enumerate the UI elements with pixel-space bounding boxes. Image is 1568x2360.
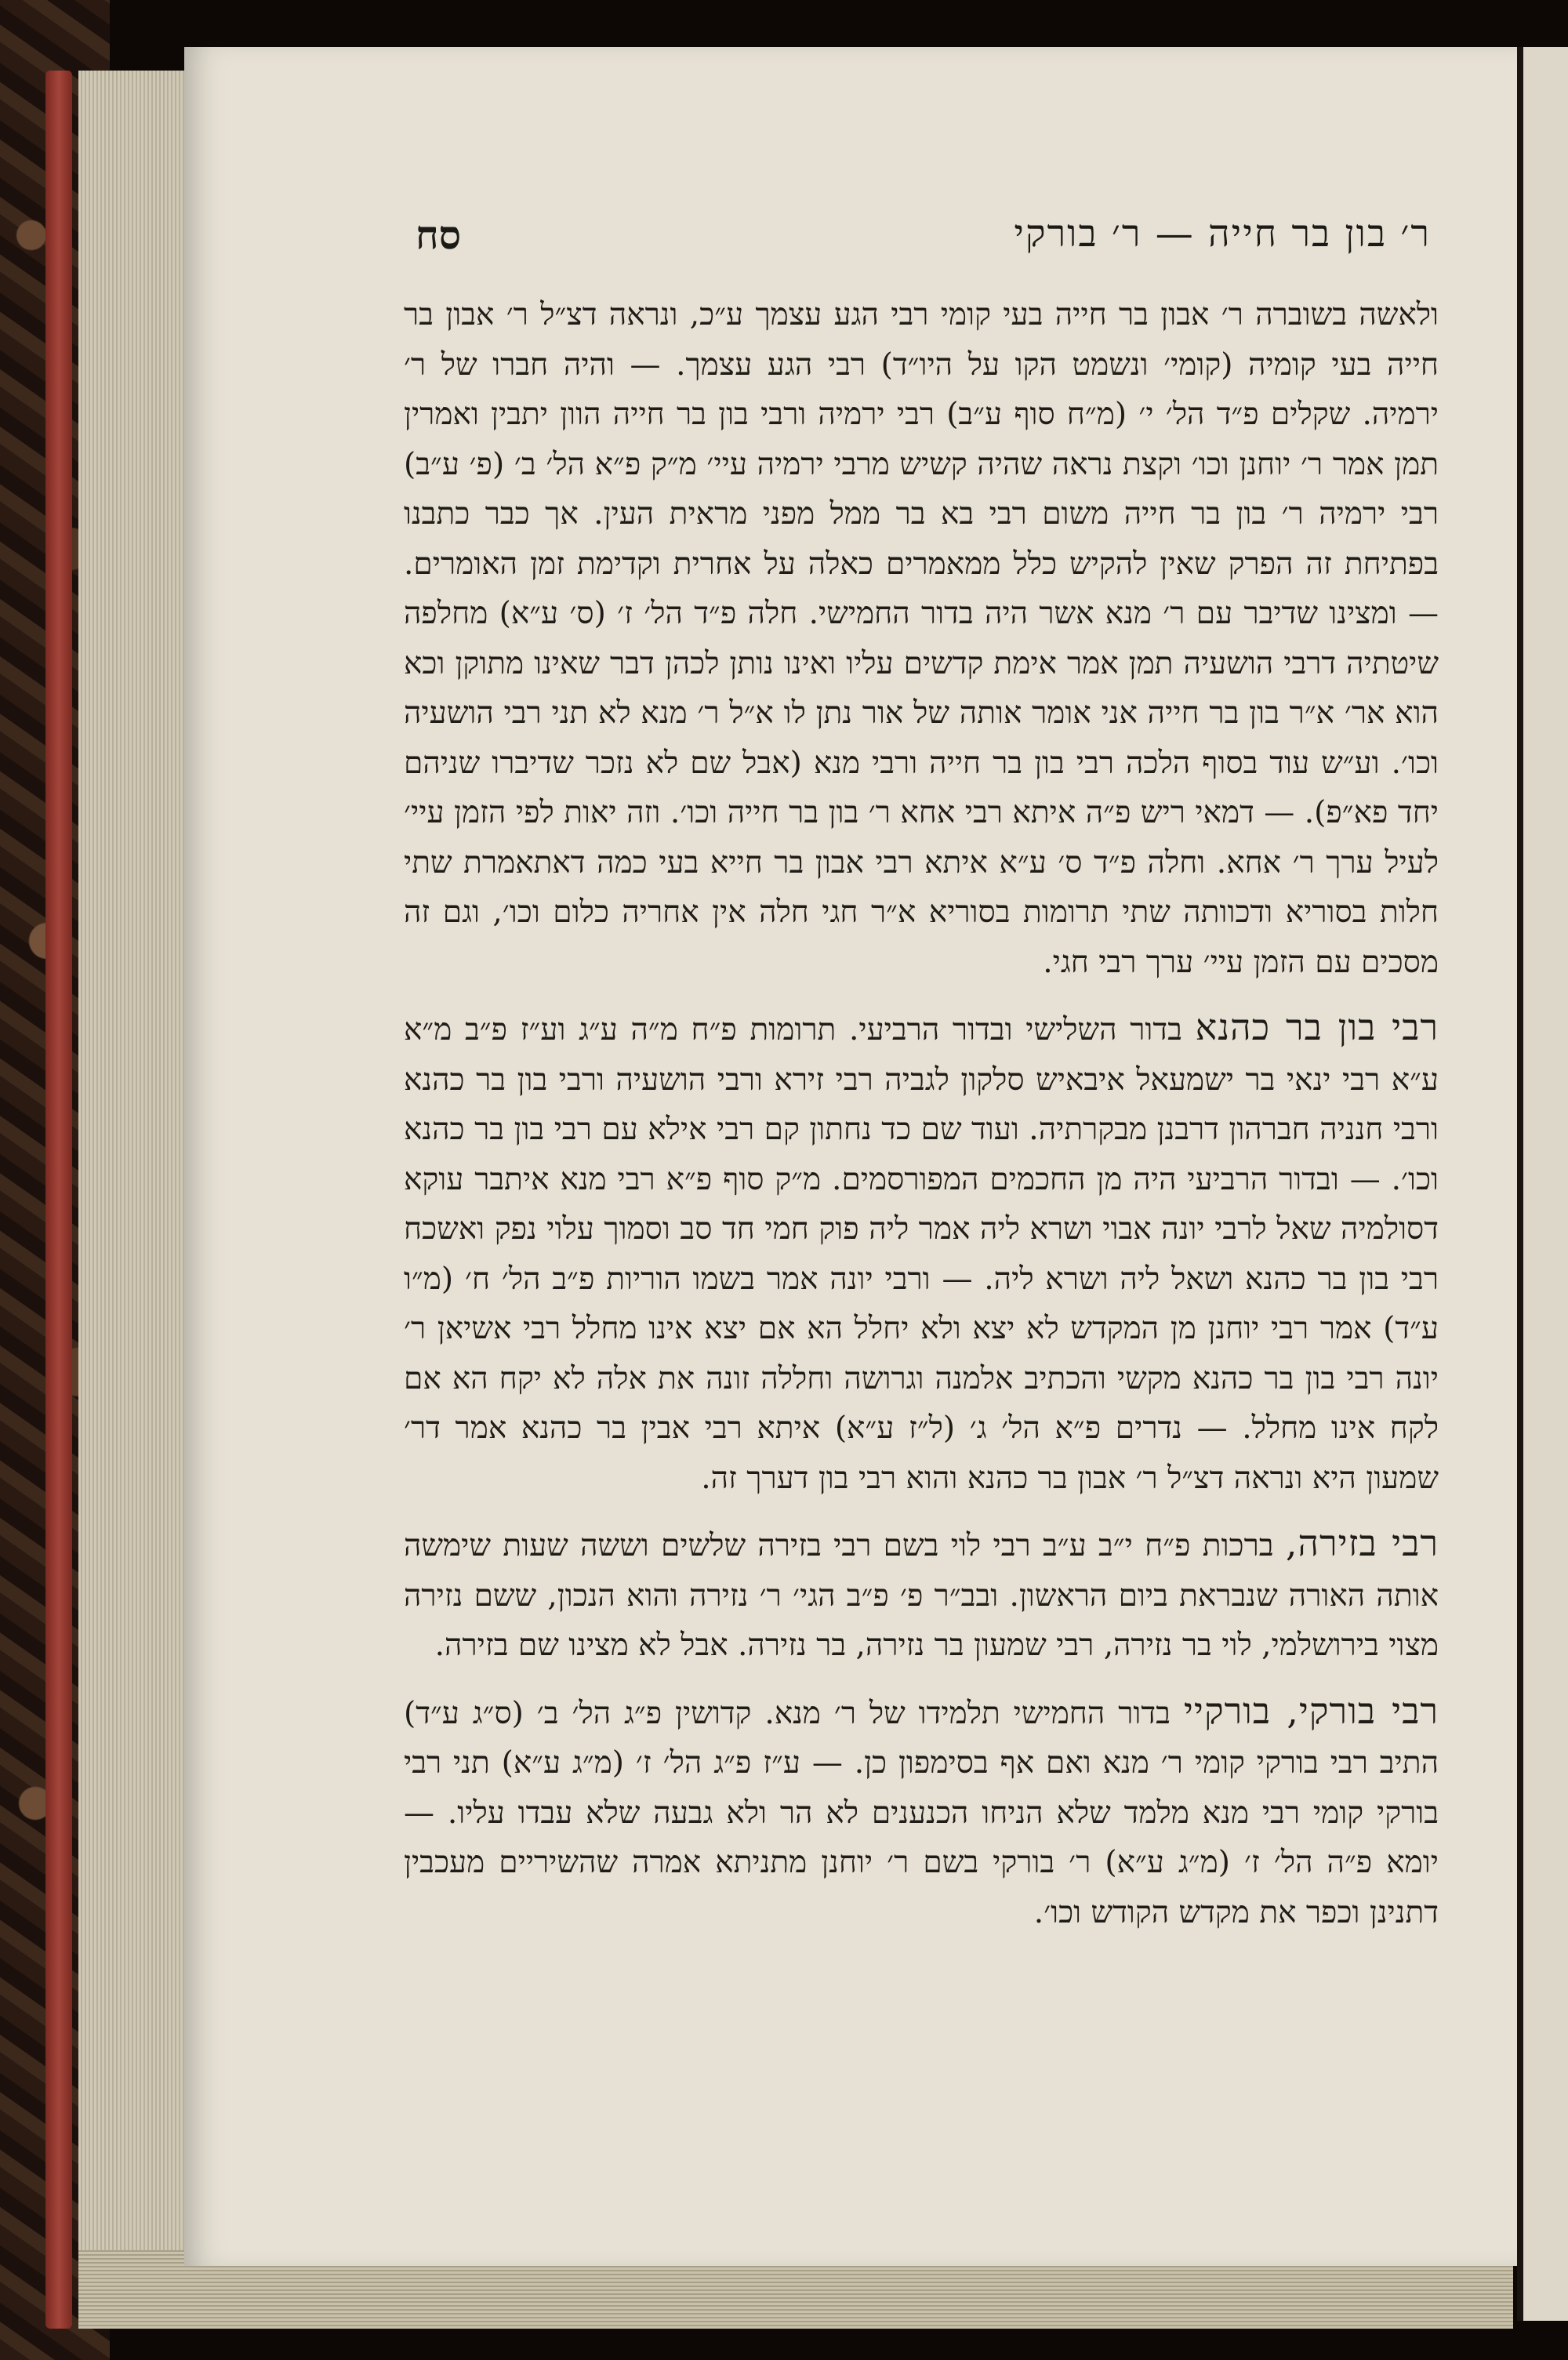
paragraph-text: בדור החמישי תלמידו של ר׳ מנא. קדושין פ״ג הל׳ ב׳ (ס״ג ע״ד) התיב רבי בורקי קומי ר׳ מנא ואם אף בסימפון כן. — ע״ז פ״ג הל׳ ז׳ (מ״ג ע״א) תני רבי בורקי קומי רבי מנא מלמד שלא הניחו הכנענים לא הר ולא גבעה שלא עבדו עליו. — יומא פ״ה הל׳ ז׳ (מ״ג ע״א) ר׳ בורקי בשם ר׳ יוחנן מתניתא אמרה שהשיריים מעכבין דתנינן וכפר את מקדש הקודש וכו׳. xyxy=(404,1695,1439,1930)
paragraph xyxy=(404,1686,1439,1938)
paragraph-text: ולאשה בשוברה ר׳ אבון בר חייה בעי קומי רבי הגע עצמך ע״כ, ונראה דצ״ל ר׳ אבון בר חייה בעי קומיה (קומי׳ ונשמט הקו על היו״ד) רבי הגע עצמך. — והיה חברו של ר׳ ירמיה. שקלים פ״ד הל׳ י׳ (מ״ח סוף ע״ב) רבי ירמיה ורבי בון בר חייה הוון יתבין ואמרין תמן אמר ר׳ יוחנן וכו׳ וקצת נראה שהיה קשיש מרבי ירמיה עיי׳ מ״ק פ״א הל׳ ב׳ (פ׳ ע״ב) רבי ירמיה ר׳ בון בר חייה משום רבי בא בר ממל מפני מראית העין. אך כבר כתבנו בפתיחת זה הפרק שאין להקיש כלל ממאמרים כאלה על אחרית וקדימת זמן האומרים. — ומצינו שדיבר עם ר׳ מנא אשר היה בדור החמישי. חלה פ״ד הל׳ ז׳ (ס׳ ע״א) מחלפה שיטתיה דרבי הושעיה תמן אמר אימת קדשים עליו ואינו נותן לכהן דבר שאינו מתוקן וכא הוא אר׳ א״ר בון בר חייה אני אומר אותה של אור נתן לו א״ל ר׳ מנא לא תני רבי הושעיה וכו׳. וע״ש עוד בסוף הלכה רבי בון בר חייה ורבי מנא (אבל שם לא נזכר שדיברו שניהם יחד פא״פ). — דמאי ריש פ״ה איתא רבי אחא ר׳ בון בר חייה וכו׳. וזה יאות לפי הזמן עיי׳ לעיל ערך ר׳ אחא. וחלה פ״ד ס׳ ע״א איתא רבי אבון בר חייא בעי כמה דאתאמרת שתי חלות בסוריא ודכוותה שתי תרומות בסוריא א״ר חגי חלה אין אחריה כלום וכו׳, וגם זה מסכים עם הזמן עיי׳ ערך רבי חגי. xyxy=(404,297,1439,980)
paragraph xyxy=(404,290,1439,987)
paragraph-text: בדור השלישי ובדור הרביעי. תרומות פ״ח מ״ה ע״ג וע״ז פ״ב מ״א ע״א רבי ינאי בר ישמעאל איבאיש סלקון לגביה רבי זירא ורבי הושעיה ורבי בון בר כהנא ורבי חנניה חברהון דרבנן מבקרתיה. ועוד שם כד נחתון קם רבי אילא עם רבי בון בר כהנא וכו׳. — ובדור הרביעי היה מן החכמים המפורסמים. מ״ק סוף פ״א רבי מנא איתבר עוקא דסולמיה שאל לרבי יונה אבוי ושרא ליה אמר ליה פוק חמי חד סב וסמוך עלוי נפק ואשכח רבי בון בר כהנא ושאל ליה ושרא ליה. — ורבי יונה אמר בשמו הוריות פ״ב הל׳ ח׳ (מ״ו ע״ד) אמר רבי יוחנן מן המקדש לא יצא ולא יחלל הא אם יצא אינו מחלל רבי אשיאן ר׳ יונה רבי בון בר כהנא מקשי והכתיב אלמנה וגרושה וחללה זונה את אלה לא יקח הא אם לקח אינו מחלל. — נדרים פ״א הל׳ ג׳ (ל״ז ע״א) איתא רבי אבין בר כהנא אמר דר׳ שמעון היא ונראה דצ״ל ר׳ אבון בר כהנא והוא רבי בון דערך זה. xyxy=(404,1012,1439,1496)
page-number: סח xyxy=(416,212,462,258)
page-header xyxy=(416,212,1431,274)
paragraph-text: ברכות פ״ח י״ב ע״ב רבי לוי בשם רבי בזירה שלשים וששה שעות שימשה אותה האורה שנבראת ביום הראשון. ובב״ר פ׳ פ״ב הגי׳ ר׳ נזירה והוא הנכון, ששם נזירה מצוי בירושלמי, לוי בר נזירה, רבי שמעון בר נזירה, בר נזירה. אבל לא מצינו שם בזירה. xyxy=(404,1528,1439,1663)
entry-heading: רבי בורקי, בורקיי xyxy=(1183,1689,1439,1732)
running-head: ר׳ בון בר חייה — ר׳ בורקי xyxy=(1014,212,1431,256)
page-body xyxy=(404,290,1439,1937)
facing-page-sliver xyxy=(1517,47,1568,2321)
book-spine-edge xyxy=(45,71,72,2329)
page-stack-edge xyxy=(78,71,188,2329)
paragraph xyxy=(404,1003,1439,1503)
entry-heading: רבי בזירה, xyxy=(1285,1522,1439,1564)
paragraph xyxy=(404,1519,1439,1671)
entry-heading: רבי בון בר כהנא xyxy=(1195,1006,1439,1048)
